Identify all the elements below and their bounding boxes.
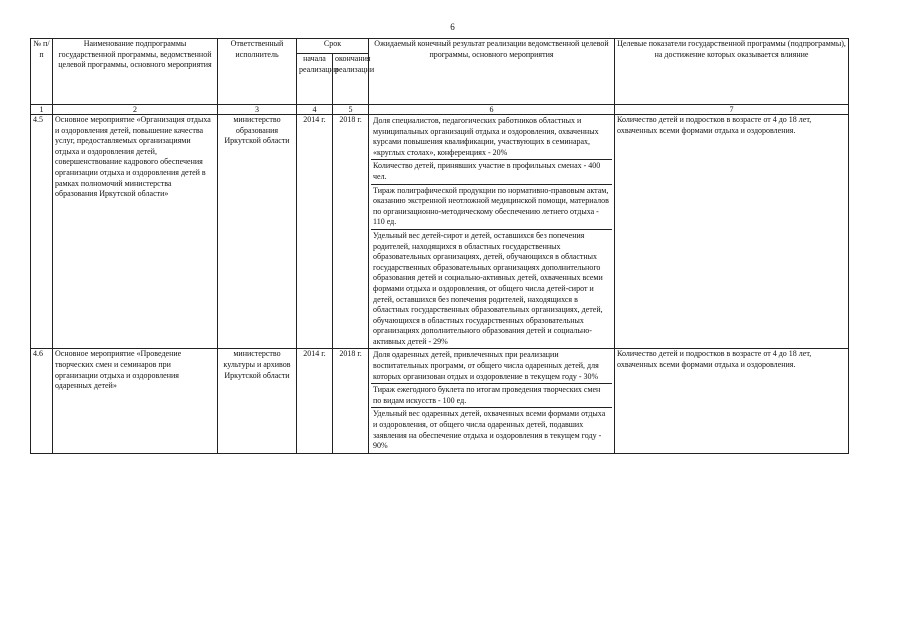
column-numbers-row (31, 105, 849, 115)
column-number: 4 (297, 105, 333, 115)
row-start: 2014 г. (297, 349, 333, 453)
result-item: Удельный вес одаренных детей, охваченных всеми формами отдыха и оздоровления, от общего числа одаренных детей, подавших заявления на обеспечение отдыха и оздоровления в текущем году - 90% (373, 409, 606, 451)
row-name: Основное мероприятие «Проведение творческих смен и семинаров при организации отдыха и оздоровления одаренных детей» (53, 349, 218, 453)
row-indicators: Количество детей и подростков в возрасте от 4 до 18 лет, охваченных всеми формами отдыха и оздоровления. (615, 115, 849, 349)
header-executor: Ответственный исполнитель (218, 39, 297, 105)
program-table (30, 38, 849, 454)
column-number: 2 (53, 105, 218, 115)
header-indicators: Целевые показатели государственной программы (подпрограммы), на достижение которых оказывается влияние (615, 39, 849, 105)
row-executor: министерство образования Иркутской области (218, 115, 297, 349)
result-item: Доля специалистов, педагогических работников областных и муниципальных организаций отдыха и оздоровления, охваченных курсами повышения квалификации, участвующих в семинарах, «круглых столах», конференциях - 20% (371, 115, 612, 160)
row-indicators: Количество детей и подростков в возрасте от 4 до 18 лет, охваченных всеми формами отдыха и оздоровления. (615, 349, 849, 453)
table-row (31, 115, 849, 349)
column-number: 3 (218, 105, 297, 115)
header-num: № п/п (31, 39, 53, 105)
result-item: Тираж ежегодного буклета по итогам проведения творческих смен по видам искусств - 100 ед. (371, 384, 612, 408)
header-end: окончания реализации (333, 54, 369, 105)
result-item: Удельный вес детей-сирот и детей, оставшихся без попечения родителей, находящихся в областных государственных образовательных организациях, детей, обучающихся в областных государственных образовательных организациях дополнительного образования детей и социально-активных детей, охваченных всеми формами отдыха и оздоровления, от общего числа детей-сирот и детей, оставшихся без попечения родителей, находящихся в областных государственных образовательных организациях, детей, обучающихся в областных государственных образовательных организациях дополнительного образования детей и социально-активных детей - 29% (373, 230, 603, 346)
row-name: Основное мероприятие «Организация отдыха и оздоровления детей, повышение качества услуг, предоставляемых организациями отдыха и оздоровления детей, совершенствование кадрового обеспечения организации отдыха и оздоровления детей в рамках полномочий министерства образования Иркутской области» (53, 115, 218, 349)
row-results (369, 349, 615, 453)
result-item: Тираж полиграфической продукции по нормативно-правовым актам, оказанию экстренной неотложной медицинской помощи, материалов по организационно-методическому обеспечению летнего отдыха - 110 ед. (371, 185, 612, 230)
header-name: Наименование подпрограммы государственной программы, ведомственной целевой программы, основного мероприятия (53, 39, 218, 105)
column-number: 6 (369, 105, 615, 115)
row-executor: министерство культуры и архивов Иркутской области (218, 349, 297, 453)
header-row (31, 39, 849, 54)
row-end: 2018 г. (333, 349, 369, 453)
row-results (369, 115, 615, 349)
column-number: 1 (31, 105, 53, 115)
row-number: 4.6 (31, 349, 53, 453)
header-result: Ожидаемый конечный результат реализации ведомственной целевой программы, основного мероприятия (369, 39, 615, 105)
result-item: Доля одаренных детей, привлеченных при реализации воспитательных программ, от общего числа одаренных детей, для которых организован отдых и оздоровление в текущем году - 30% (371, 349, 612, 384)
column-number: 5 (333, 105, 369, 115)
result-item: Количество детей, принявших участие в профильных сменах - 400 чел. (371, 160, 612, 184)
row-start: 2014 г. (297, 115, 333, 349)
row-end: 2018 г. (333, 115, 369, 349)
header-start: начала реализации (297, 54, 333, 105)
header-term: Срок (297, 39, 369, 54)
page-number: 6 (450, 22, 455, 32)
table-row (31, 349, 849, 453)
row-number: 4.5 (31, 115, 53, 349)
column-number: 7 (615, 105, 849, 115)
